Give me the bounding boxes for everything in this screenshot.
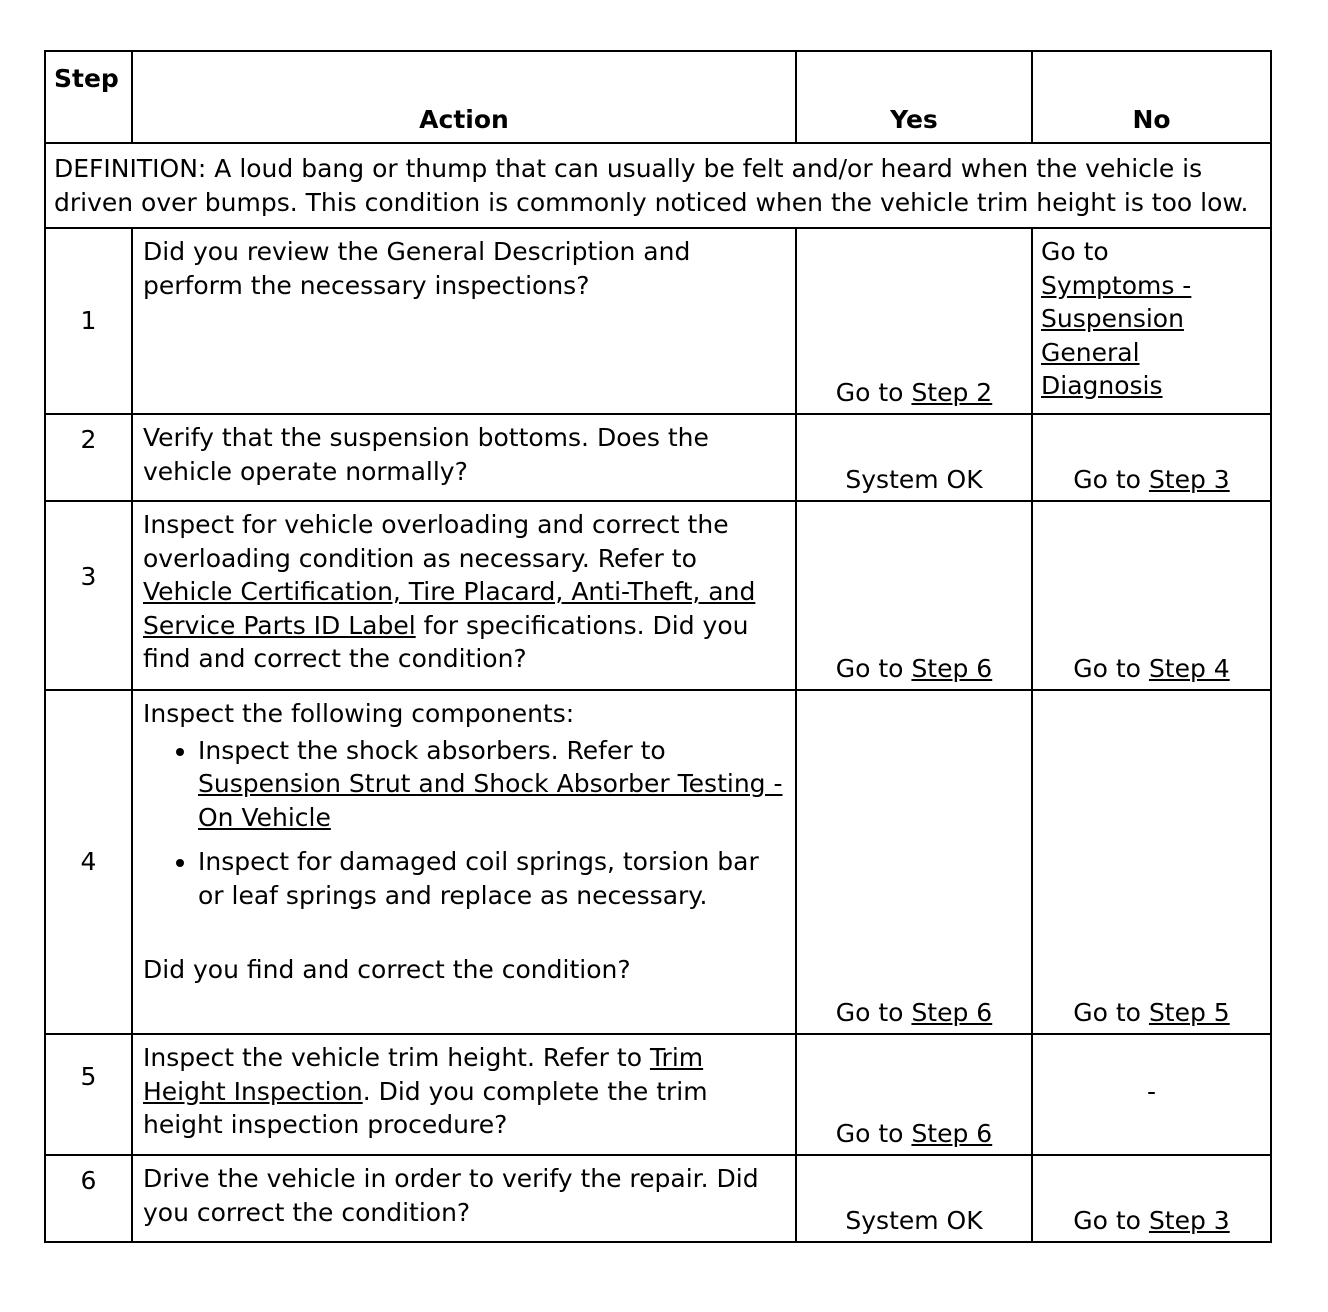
go-to-label: Go to (1073, 1205, 1149, 1235)
step-number: 3 (45, 501, 132, 690)
no-link[interactable]: Step 4 (1148, 653, 1230, 683)
no-cell (1032, 690, 1271, 1034)
step-number: 1 (45, 228, 132, 414)
action-text (132, 1034, 796, 1155)
definition-row (45, 143, 1271, 228)
no-cell (1032, 1155, 1271, 1242)
action-text: Drive the vehicle in order to verify the repair. Did you correct the condition? (132, 1155, 796, 1242)
table-row (45, 501, 1271, 690)
no-link[interactable]: Symptoms - Suspension General Diagnosis (1041, 270, 1192, 400)
list-item: • Inspect for damaged coil springs, torsion bar or leaf springs and replace as necessary. (198, 845, 787, 912)
table-row (45, 1155, 1271, 1242)
table-row (45, 228, 1271, 414)
no-cell (1032, 228, 1271, 414)
yes-link[interactable]: Step 6 (911, 653, 993, 683)
step-number: 2 (45, 414, 132, 501)
step-number: 6 (45, 1155, 132, 1242)
action-text (132, 501, 796, 690)
yes-cell (796, 1034, 1032, 1155)
yes-link[interactable]: Step 2 (911, 377, 993, 407)
step-number: 4 (45, 690, 132, 1034)
go-to-label: Go to (835, 377, 912, 407)
action-text-part: for specifications. Did you find and correct the condition? (143, 610, 749, 673)
header-action: Action (132, 51, 796, 143)
go-to-label: Go to (1073, 653, 1149, 683)
no-cell (1032, 501, 1271, 690)
yes-link[interactable]: Step 6 (911, 997, 993, 1027)
header-yes: Yes (796, 51, 1032, 143)
list-item-text: Inspect the shock absorbers. Refer to (198, 735, 666, 765)
yes-cell: System OK (796, 1155, 1032, 1242)
no-link[interactable]: Step 3 (1148, 1205, 1230, 1235)
yes-cell (796, 690, 1032, 1034)
table-row (45, 414, 1271, 501)
action-intro: Inspect the following components: (143, 699, 575, 728)
yes-cell (796, 228, 1032, 414)
header-step: Step (45, 51, 132, 143)
go-to-label: Go to (1073, 997, 1149, 1027)
go-to-label: Go to (835, 653, 912, 683)
action-text: Did you review the General Description and perform the necessary inspections? (132, 228, 796, 414)
go-to-label: Go to (1041, 237, 1109, 266)
action-text (132, 690, 796, 1034)
no-cell (1032, 414, 1271, 501)
go-to-label: Go to (1073, 464, 1149, 494)
action-link[interactable]: Vehicle Certification, Tire Placard, Anti-Theft, and Service Parts ID Label (143, 577, 756, 640)
yes-cell: System OK (796, 414, 1032, 501)
yes-cell (796, 501, 1032, 690)
list-item (198, 734, 787, 835)
definition-text: DEFINITION: A loud bang or thump that can usually be felt and/or heard when the vehicle is driven over bumps. This condition is commonly noticed when the vehicle trim height is too low. (45, 143, 1271, 228)
no-link[interactable]: Step 5 (1148, 997, 1230, 1027)
table-row (45, 1034, 1271, 1155)
action-text: Verify that the suspension bottoms. Does the vehicle operate normally? (132, 414, 796, 501)
go-to-label: Go to (835, 997, 912, 1027)
step-number: 5 (45, 1034, 132, 1155)
action-text-part: Inspect for vehicle overloading and correct the overloading condition as necessary. Refer to (143, 510, 729, 573)
no-link[interactable]: Step 3 (1148, 464, 1230, 494)
header-no: No (1032, 51, 1271, 143)
component-list (143, 734, 787, 913)
action-link[interactable]: Suspension Strut and Shock Absorber Testing - On Vehicle (198, 769, 783, 832)
action-question: Did you find and correct the condition? (143, 955, 631, 984)
action-text-part: . Did you complete the trim height inspection procedure? (143, 1076, 708, 1139)
action-text-part: Inspect the vehicle trim height. Refer to (143, 1043, 650, 1072)
yes-link[interactable]: Step 6 (911, 1118, 993, 1148)
table-row (45, 690, 1271, 1034)
diagnostic-table (44, 50, 1272, 1243)
header-row (45, 51, 1271, 143)
no-cell: - (1032, 1034, 1271, 1155)
go-to-label: Go to (835, 1118, 912, 1148)
action-link[interactable]: Trim Height Inspection (143, 1043, 704, 1106)
